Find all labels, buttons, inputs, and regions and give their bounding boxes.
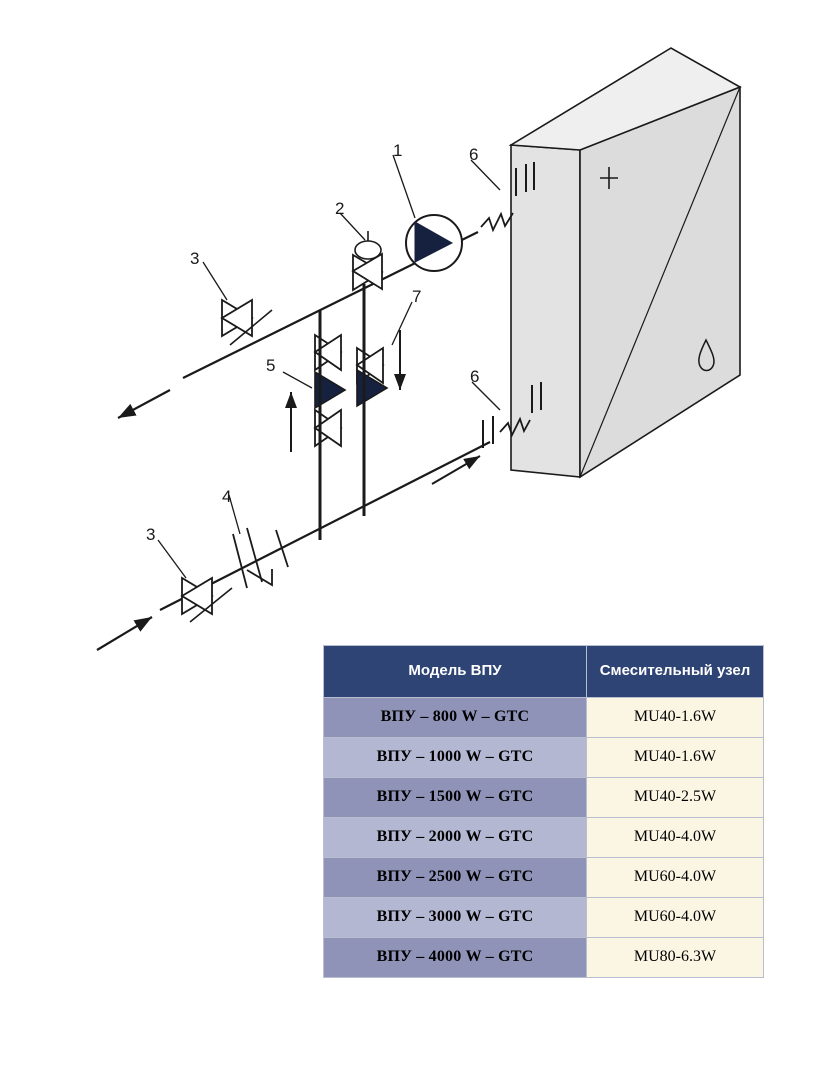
table-header-row [324,646,764,698]
air-handling-unit [511,48,740,477]
cell-mixing-unit: MU60-4.0W [587,897,764,937]
cell-mixing-unit: MU80-6.3W [587,937,764,977]
cell-mixing-unit: MU60-4.0W [587,857,764,897]
column-header-model: Модель ВПУ [324,646,587,698]
cell-model: ВПУ – 1500 W – GTC [324,777,587,817]
callout-7: 7 [412,287,422,306]
shutoff-valve-lower [158,540,232,622]
cell-model: ВПУ – 2500 W – GTC [324,857,587,897]
cell-mixing-unit: MU40-1.6W [587,737,764,777]
shutoff-valve-upper [203,262,272,345]
table-row [324,697,764,737]
model-mixing-unit-table [323,645,764,978]
cell-model: ВПУ – 2000 W – GTC [324,817,587,857]
bypass-risers [320,284,364,540]
balancing-valve-left [283,335,345,446]
callout-6-upper: 6 [469,145,479,164]
table-row [324,897,764,937]
callout-3-upper: 3 [190,249,200,268]
column-header-mixing-unit: Смесительный узел [587,646,764,698]
callout-6-lower: 6 [470,367,480,386]
cell-mixing-unit: MU40-1.6W [587,697,764,737]
table-body [324,697,764,977]
table-row [324,937,764,977]
pump-symbol [393,155,462,271]
callout-4: 4 [222,487,232,506]
cell-model: ВПУ – 3000 W – GTC [324,897,587,937]
cell-model: ВПУ – 4000 W – GTC [324,937,587,977]
callout-5: 5 [266,356,276,375]
table-row [324,777,764,817]
cell-mixing-unit: MU40-2.5W [587,777,764,817]
table-row [324,857,764,897]
callout-3-lower: 3 [146,525,156,544]
table-row [324,737,764,777]
cell-model: ВПУ – 1000 W – GTC [324,737,587,777]
filter-symbol [229,495,288,588]
callout-2: 2 [335,199,345,218]
table-head [324,646,764,698]
callout-1: 1 [393,141,403,160]
three-way-valve-symbol [340,213,382,290]
cell-mixing-unit: MU40-4.0W [587,817,764,857]
lower-pipe-line [97,442,490,650]
table-row [324,817,764,857]
cell-model: ВПУ – 800 W – GTC [324,697,587,737]
